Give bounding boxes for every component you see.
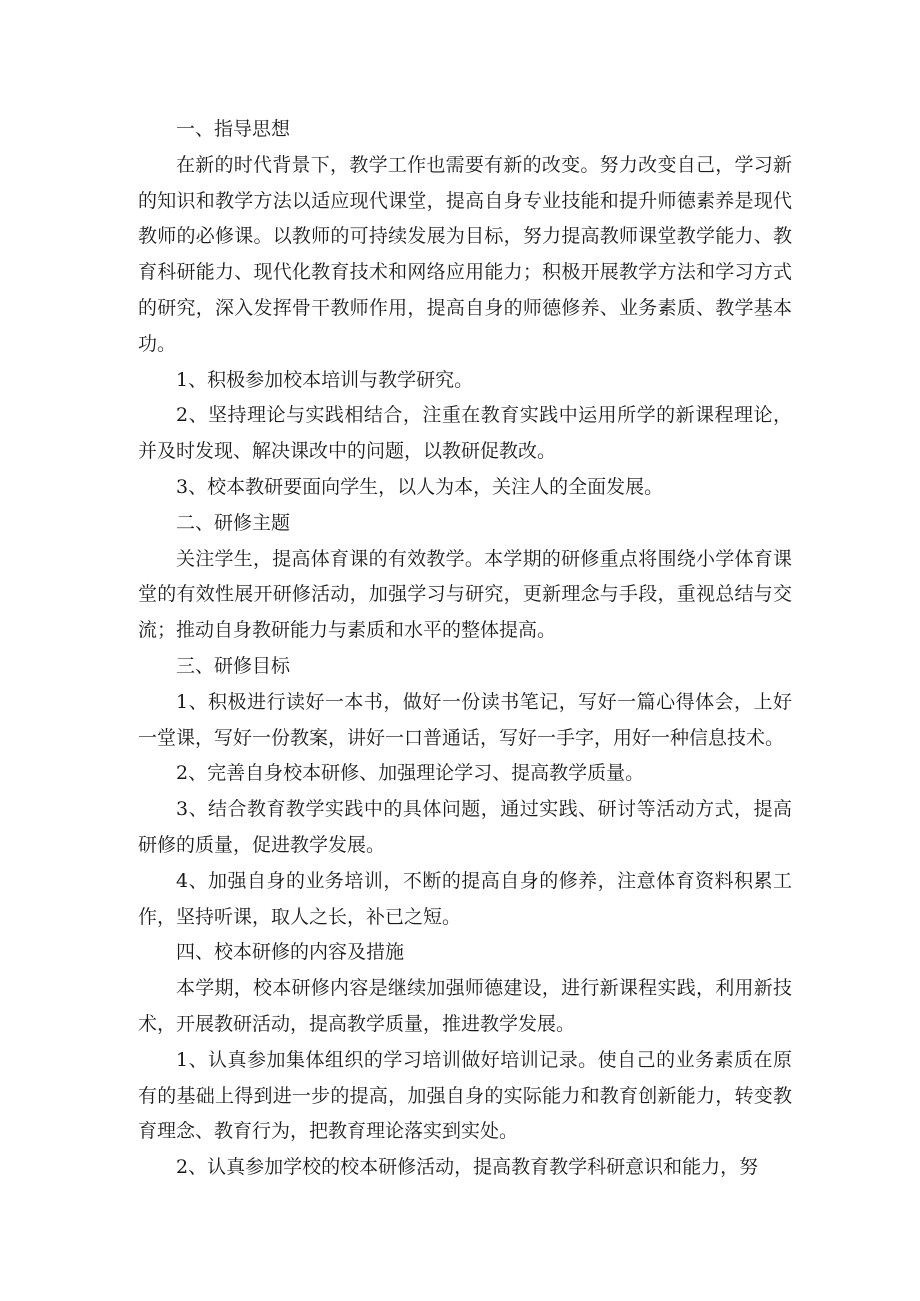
section-heading-guiding-ideology: 一、指导思想 (176, 118, 291, 140)
list-item: 1、认真参加集体组织的学习培训做好培训记录。使自己的业务素质在原有的基础上得到进一步的提高，加强自身的实际能力和教育创新能力，转变教育理念、教育行为，把教育理论落实到实处。 (138, 1048, 792, 1143)
list-item: 2、坚持理论与实践相结合，注重在教育实践中运用所学的新课程理论，并及时发现、解决课改中的问题，以教研促教改。 (138, 404, 792, 463)
paragraph-research-theme: 关注学生，提高体育课的有效教学。本学期的研修重点将围绕小学体育课堂的有效性展开研修活动，加强学习与研究，更新理念与手段，重视总结与交流；推动自身教研能力与素质和水平的整体提高。 (138, 547, 792, 642)
list-item: 4、加强自身的业务培训，不断的提高自身的修养，注意体育资料积累工作，坚持听课，取人之长，补已之短。 (138, 869, 792, 928)
list-item: 2、完善自身校本研修、加强理论学习、提高教学质量。 (176, 762, 645, 785)
section-heading-content-measures: 四、校本研修的内容及措施 (176, 941, 405, 964)
list-item: 1、积极参加校本培训与教学研究。 (176, 368, 474, 391)
section-heading-research-theme: 二、研修主题 (176, 511, 291, 534)
list-item: 3、校本教研要面向学生，以人为本，关注人的全面发展。 (176, 475, 664, 498)
list-item: 3、结合教育教学实践中的具体问题，通过实践、研讨等活动方式，提高研修的质量，促进教学发展。 (138, 798, 792, 856)
list-item: 2、认真参加学校的校本研修活动，提高教育教学科研意识和能力，努 (176, 1156, 759, 1179)
list-item: 1、积极进行读好一本书，做好一份读书笔记，写好一篇心得体会，上好一堂课，写好一份教案，讲好一口普通话，写好一手字，用好一种信息技术。 (138, 690, 792, 749)
paragraph-content-measures: 本学期，校本研修内容是继续加强师德建设，进行新课程实践，利用新技术，开展教研活动，提高教学质量，推进教学发展。 (138, 977, 792, 1035)
paragraph-guiding-ideology: 在新的时代背景下，教学工作也需要有新的改变。努力改变自己，学习新的知识和教学方法以适应现代课堂，提高自身专业技能和提升师德素养是现代教师的必修课。以教师的可持续发展为目标，努力提高教师课堂教学能力、教育科研能力、现代化教育技术和网络应用能力；积极开展教学方法和学习方式的研究，深入发挥骨干教师作用，提高自身的师德修养、业务素质、教学基本功。 (138, 153, 792, 355)
document-body (138, 112, 792, 1186)
section-heading-research-goals: 三、研修目标 (176, 654, 291, 677)
